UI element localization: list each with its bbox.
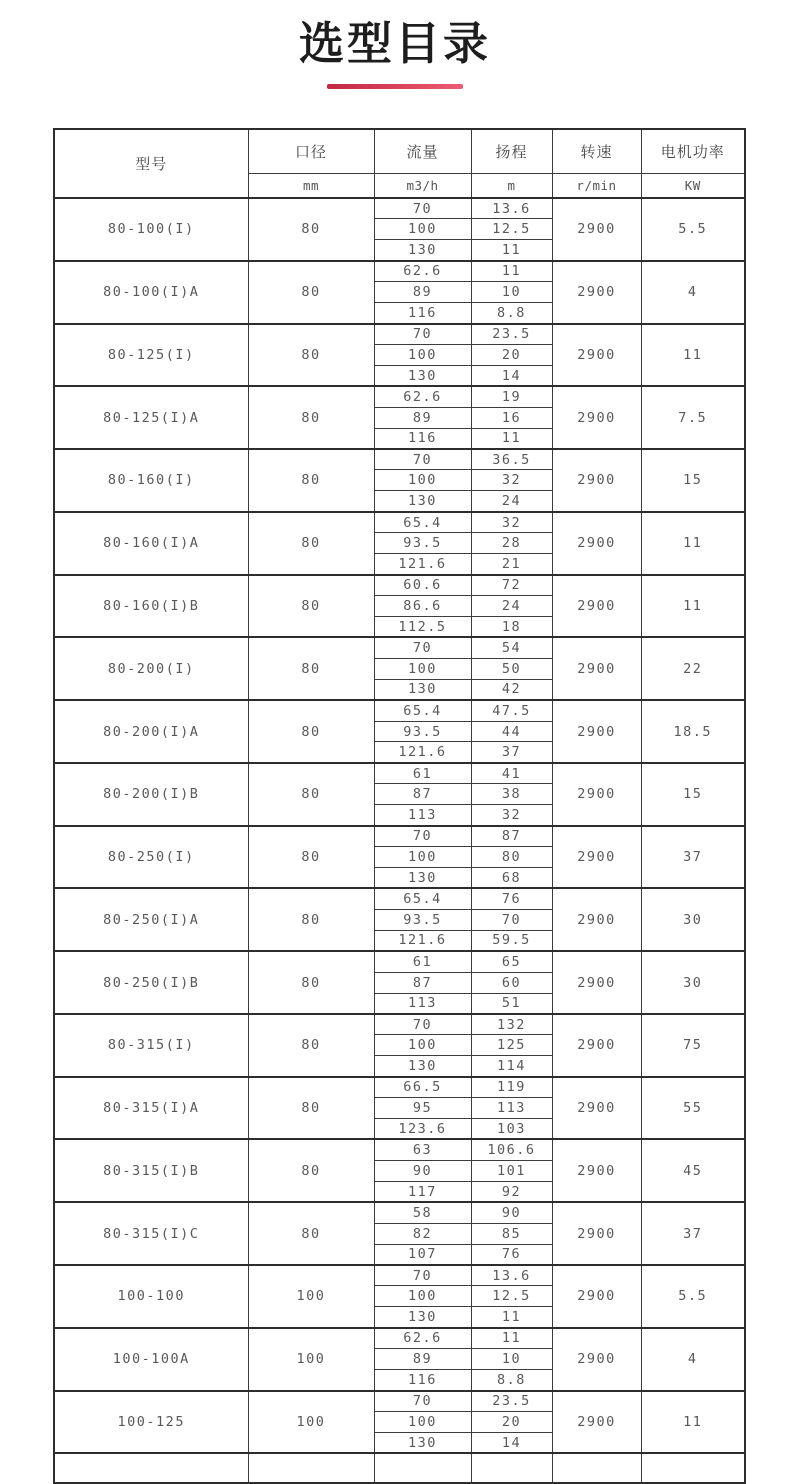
flow-cell: 130 <box>374 365 471 386</box>
model-cell: 80-160(I)A <box>54 512 248 575</box>
model-cell: 80-200(I) <box>54 637 248 700</box>
power-cell: 4 <box>641 261 745 324</box>
power-cell: 30 <box>641 951 745 1014</box>
head-cell: 119 <box>471 1077 552 1098</box>
flow-cell: 65.4 <box>374 700 471 721</box>
flow-cell: 70 <box>374 449 471 470</box>
table-body <box>54 198 745 1483</box>
caliber-cell: 80 <box>248 1077 374 1140</box>
header-flow: 流量 <box>374 129 471 173</box>
unit-caliber: mm <box>248 173 374 198</box>
head-cell: 14 <box>471 1432 552 1453</box>
flow-cell: 121.6 <box>374 742 471 763</box>
head-cell: 42 <box>471 679 552 700</box>
head-cell: 76 <box>471 1244 552 1265</box>
flow-cell: 130 <box>374 1056 471 1077</box>
table-row <box>54 700 745 721</box>
power-cell: 22 <box>641 637 745 700</box>
head-cell: 8.8 <box>471 303 552 324</box>
table-row <box>54 449 745 470</box>
power-cell: 5.5 <box>641 198 745 261</box>
power-cell: 11 <box>641 1391 745 1454</box>
unit-speed: r/min <box>552 173 641 198</box>
head-cell: 101 <box>471 1160 552 1181</box>
caliber-cell: 80 <box>248 386 374 449</box>
flow-cell: 100 <box>374 470 471 491</box>
power-cell <box>641 1453 745 1483</box>
flow-cell: 130 <box>374 491 471 512</box>
flow-cell: 100 <box>374 1286 471 1307</box>
head-cell: 23.5 <box>471 1391 552 1412</box>
model-cell: 80-315(I)C <box>54 1202 248 1265</box>
model-cell: 80-315(I)B <box>54 1139 248 1202</box>
head-cell: 106.6 <box>471 1139 552 1160</box>
flow-cell: 89 <box>374 407 471 428</box>
head-cell: 12.5 <box>471 219 552 240</box>
head-cell: 114 <box>471 1056 552 1077</box>
flow-cell: 100 <box>374 847 471 868</box>
flow-cell: 116 <box>374 1370 471 1391</box>
power-cell: 11 <box>641 512 745 575</box>
head-cell: 68 <box>471 868 552 889</box>
power-cell: 15 <box>641 763 745 826</box>
model-cell: 80-100(I) <box>54 198 248 261</box>
flow-cell: 130 <box>374 1432 471 1453</box>
table-header <box>54 129 745 198</box>
head-cell: 59.5 <box>471 930 552 951</box>
power-cell: 18.5 <box>641 700 745 763</box>
head-cell: 14 <box>471 365 552 386</box>
head-cell <box>471 1453 552 1483</box>
head-cell: 72 <box>471 575 552 596</box>
page-title: 选型目录 <box>298 17 491 70</box>
table-row <box>54 763 745 784</box>
caliber-cell: 80 <box>248 1139 374 1202</box>
head-cell: 54 <box>471 637 552 658</box>
header-head: 扬程 <box>471 129 552 173</box>
power-cell: 15 <box>641 449 745 512</box>
flow-cell: 70 <box>374 1391 471 1412</box>
table-row <box>54 1328 745 1349</box>
power-cell: 37 <box>641 826 745 889</box>
model-cell: 80-315(I) <box>54 1014 248 1077</box>
head-cell: 10 <box>471 1349 552 1370</box>
speed-cell: 2900 <box>552 1139 641 1202</box>
flow-cell: 62.6 <box>374 1328 471 1349</box>
head-cell: 11 <box>471 1307 552 1328</box>
head-cell: 41 <box>471 763 552 784</box>
speed-cell: 2900 <box>552 1391 641 1454</box>
model-cell: 80-200(I)A <box>54 700 248 763</box>
head-cell: 44 <box>471 721 552 742</box>
head-cell: 24 <box>471 596 552 617</box>
caliber-cell: 80 <box>248 763 374 826</box>
flow-cell: 113 <box>374 993 471 1014</box>
head-cell: 20 <box>471 1411 552 1432</box>
flow-cell: 63 <box>374 1139 471 1160</box>
model-cell: 80-315(I)A <box>54 1077 248 1140</box>
flow-cell: 66.5 <box>374 1077 471 1098</box>
head-cell: 80 <box>471 847 552 868</box>
caliber-cell: 80 <box>248 512 374 575</box>
table-row <box>54 512 745 533</box>
flow-cell: 112.5 <box>374 616 471 637</box>
head-cell: 11 <box>471 1328 552 1349</box>
power-cell: 30 <box>641 888 745 951</box>
flow-cell: 100 <box>374 1411 471 1432</box>
flow-cell: 117 <box>374 1181 471 1202</box>
table-row <box>54 324 745 345</box>
caliber-cell: 80 <box>248 826 374 889</box>
caliber-cell: 80 <box>248 1014 374 1077</box>
speed-cell: 2900 <box>552 512 641 575</box>
head-cell: 132 <box>471 1014 552 1035</box>
flow-cell: 62.6 <box>374 386 471 407</box>
head-cell: 90 <box>471 1202 552 1223</box>
speed-cell: 2900 <box>552 763 641 826</box>
head-cell: 37 <box>471 742 552 763</box>
power-cell: 11 <box>641 324 745 387</box>
head-cell: 125 <box>471 1035 552 1056</box>
pump-selection-table <box>53 128 746 1484</box>
flow-cell: 58 <box>374 1202 471 1223</box>
table-row <box>54 888 745 909</box>
table-row <box>54 1202 745 1223</box>
table-row <box>54 951 745 972</box>
caliber-cell: 80 <box>248 198 374 261</box>
table-row <box>54 826 745 847</box>
flow-cell: 123.6 <box>374 1119 471 1140</box>
flow-cell: 82 <box>374 1223 471 1244</box>
speed-cell: 2900 <box>552 1328 641 1391</box>
table-row <box>54 637 745 658</box>
model-cell: 100-100A <box>54 1328 248 1391</box>
flow-cell: 89 <box>374 282 471 303</box>
unit-flow: m3/h <box>374 173 471 198</box>
flow-cell: 89 <box>374 1349 471 1370</box>
table-row <box>54 386 745 407</box>
speed-cell: 2900 <box>552 1202 641 1265</box>
flow-cell: 116 <box>374 428 471 449</box>
flow-cell: 100 <box>374 219 471 240</box>
head-cell: 24 <box>471 491 552 512</box>
caliber-cell: 80 <box>248 1202 374 1265</box>
flow-cell: 100 <box>374 344 471 365</box>
head-cell: 85 <box>471 1223 552 1244</box>
head-cell: 60 <box>471 972 552 993</box>
table-row <box>54 1265 745 1286</box>
flow-cell: 61 <box>374 951 471 972</box>
flow-cell: 87 <box>374 972 471 993</box>
model-cell: 80-125(I)A <box>54 386 248 449</box>
flow-cell: 70 <box>374 198 471 219</box>
flow-cell: 93.5 <box>374 721 471 742</box>
flow-cell: 130 <box>374 240 471 261</box>
table-row <box>54 1391 745 1412</box>
speed-cell <box>552 1453 641 1483</box>
flow-cell: 86.6 <box>374 596 471 617</box>
flow-cell: 116 <box>374 303 471 324</box>
table-row <box>54 1077 745 1098</box>
head-cell: 11 <box>471 428 552 449</box>
caliber-cell: 80 <box>248 324 374 387</box>
head-cell: 51 <box>471 993 552 1014</box>
model-cell: 80-100(I)A <box>54 261 248 324</box>
power-cell: 5.5 <box>641 1265 745 1328</box>
head-cell: 13.6 <box>471 198 552 219</box>
head-cell: 113 <box>471 1098 552 1119</box>
head-cell: 65 <box>471 951 552 972</box>
model-cell: 80-160(I)B <box>54 575 248 638</box>
head-cell: 12.5 <box>471 1286 552 1307</box>
head-cell: 13.6 <box>471 1265 552 1286</box>
head-cell: 23.5 <box>471 324 552 345</box>
head-cell: 21 <box>471 554 552 575</box>
model-cell <box>54 1453 248 1483</box>
power-cell: 7.5 <box>641 386 745 449</box>
speed-cell: 2900 <box>552 1014 641 1077</box>
head-cell: 28 <box>471 533 552 554</box>
header-power: 电机功率 <box>641 129 745 173</box>
caliber-cell: 100 <box>248 1265 374 1328</box>
head-cell: 16 <box>471 407 552 428</box>
head-cell: 18 <box>471 616 552 637</box>
head-cell: 92 <box>471 1181 552 1202</box>
head-cell: 8.8 <box>471 1370 552 1391</box>
flow-cell: 100 <box>374 1035 471 1056</box>
flow-cell: 70 <box>374 1265 471 1286</box>
table-row-partial <box>54 1453 745 1483</box>
speed-cell: 2900 <box>552 198 641 261</box>
head-cell: 103 <box>471 1119 552 1140</box>
head-cell: 36.5 <box>471 449 552 470</box>
flow-cell: 121.6 <box>374 554 471 575</box>
head-cell: 70 <box>471 909 552 930</box>
flow-cell <box>374 1453 471 1483</box>
unit-power: KW <box>641 173 745 198</box>
speed-cell: 2900 <box>552 1077 641 1140</box>
speed-cell: 2900 <box>552 386 641 449</box>
speed-cell: 2900 <box>552 951 641 1014</box>
speed-cell: 2900 <box>552 637 641 700</box>
speed-cell: 2900 <box>552 888 641 951</box>
flow-cell: 65.4 <box>374 512 471 533</box>
model-cell: 80-250(I)B <box>54 951 248 1014</box>
head-cell: 11 <box>471 261 552 282</box>
flow-cell: 93.5 <box>374 909 471 930</box>
head-cell: 87 <box>471 826 552 847</box>
power-cell: 55 <box>641 1077 745 1140</box>
flow-cell: 130 <box>374 679 471 700</box>
power-cell: 4 <box>641 1328 745 1391</box>
flow-cell: 65.4 <box>374 888 471 909</box>
model-cell: 80-160(I) <box>54 449 248 512</box>
flow-cell: 61 <box>374 763 471 784</box>
caliber-cell: 100 <box>248 1328 374 1391</box>
head-cell: 38 <box>471 784 552 805</box>
head-cell: 19 <box>471 386 552 407</box>
table-row <box>54 198 745 219</box>
caliber-cell: 80 <box>248 700 374 763</box>
table-row <box>54 575 745 596</box>
flow-cell: 60.6 <box>374 575 471 596</box>
caliber-cell: 80 <box>248 575 374 638</box>
header-caliber: 口径 <box>248 129 374 173</box>
flow-cell: 87 <box>374 784 471 805</box>
head-cell: 76 <box>471 888 552 909</box>
flow-cell: 95 <box>374 1098 471 1119</box>
flow-cell: 90 <box>374 1160 471 1181</box>
header-speed: 转速 <box>552 129 641 173</box>
flow-cell: 130 <box>374 1307 471 1328</box>
power-cell: 75 <box>641 1014 745 1077</box>
caliber-cell: 80 <box>248 637 374 700</box>
caliber-cell: 100 <box>248 1391 374 1454</box>
table-row <box>54 261 745 282</box>
speed-cell: 2900 <box>552 826 641 889</box>
head-cell: 32 <box>471 805 552 826</box>
flow-cell: 107 <box>374 1244 471 1265</box>
caliber-cell: 80 <box>248 888 374 951</box>
flow-cell: 130 <box>374 868 471 889</box>
model-cell: 100-125 <box>54 1391 248 1454</box>
head-cell: 20 <box>471 344 552 365</box>
power-cell: 37 <box>641 1202 745 1265</box>
flow-cell: 70 <box>374 1014 471 1035</box>
table-row <box>54 1139 745 1160</box>
speed-cell: 2900 <box>552 1265 641 1328</box>
head-cell: 50 <box>471 658 552 679</box>
flow-cell: 121.6 <box>374 930 471 951</box>
caliber-cell: 80 <box>248 261 374 324</box>
model-cell: 80-250(I) <box>54 826 248 889</box>
caliber-cell: 80 <box>248 951 374 1014</box>
head-cell: 47.5 <box>471 700 552 721</box>
flow-cell: 70 <box>374 324 471 345</box>
header-model: 型号 <box>54 129 248 198</box>
flow-cell: 100 <box>374 658 471 679</box>
model-cell: 80-125(I) <box>54 324 248 387</box>
head-cell: 32 <box>471 470 552 491</box>
flow-cell: 113 <box>374 805 471 826</box>
flow-cell: 70 <box>374 826 471 847</box>
model-cell: 80-250(I)A <box>54 888 248 951</box>
speed-cell: 2900 <box>552 324 641 387</box>
flow-cell: 70 <box>374 637 471 658</box>
caliber-cell <box>248 1453 374 1483</box>
power-cell: 11 <box>641 575 745 638</box>
speed-cell: 2900 <box>552 700 641 763</box>
speed-cell: 2900 <box>552 575 641 638</box>
model-cell: 80-200(I)B <box>54 763 248 826</box>
model-cell: 100-100 <box>54 1265 248 1328</box>
table-row <box>54 1014 745 1035</box>
flow-cell: 62.6 <box>374 261 471 282</box>
unit-head: m <box>471 173 552 198</box>
caliber-cell: 80 <box>248 449 374 512</box>
head-cell: 10 <box>471 282 552 303</box>
head-cell: 11 <box>471 240 552 261</box>
power-cell: 45 <box>641 1139 745 1202</box>
title-underline-bar <box>327 84 463 89</box>
head-cell: 32 <box>471 512 552 533</box>
speed-cell: 2900 <box>552 261 641 324</box>
flow-cell: 93.5 <box>374 533 471 554</box>
speed-cell: 2900 <box>552 449 641 512</box>
